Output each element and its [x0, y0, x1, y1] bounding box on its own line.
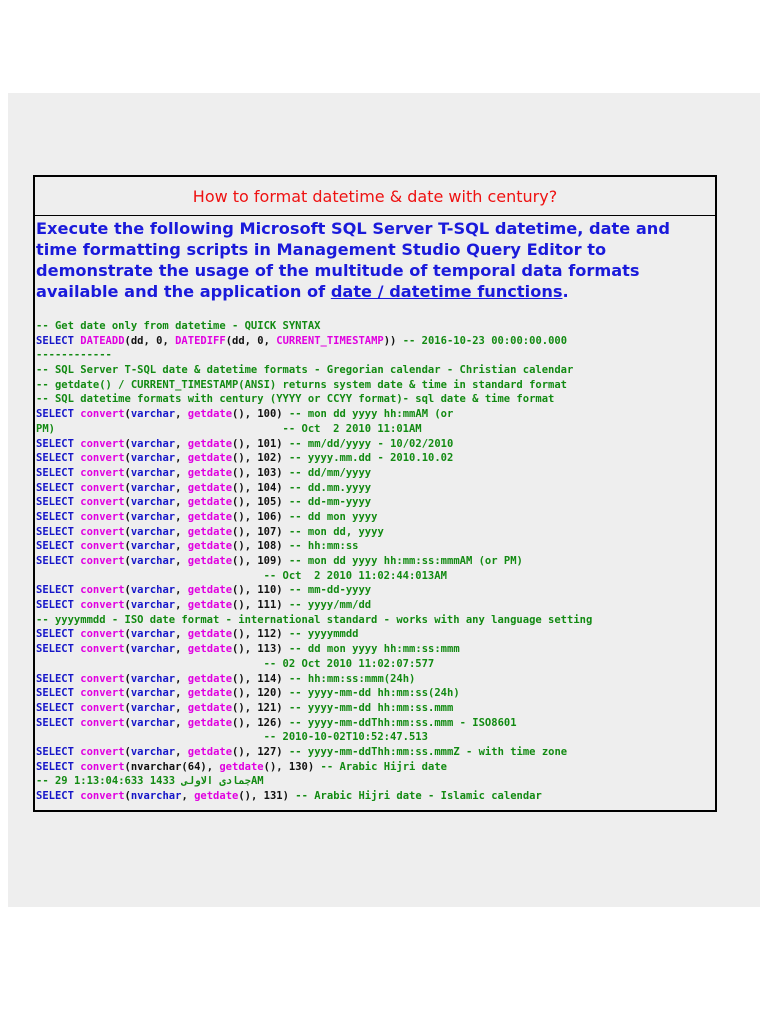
- code-line: [36, 657, 714, 672]
- sql-function: getdate: [187, 540, 233, 553]
- sql-keyword: SELECT: [36, 760, 81, 773]
- sql-keyword: varchar: [130, 745, 176, 758]
- sql-keyword: nvarchar: [130, 790, 182, 802]
- sql-text: (: [124, 555, 131, 567]
- sql-function: convert: [80, 643, 125, 656]
- sql-comment: -- 29 جمادى الاولى 1433 1:13:04:633AM: [36, 775, 264, 788]
- sql-function: convert: [80, 745, 125, 758]
- sql-keyword: SELECT: [36, 790, 81, 802]
- sql-keyword: varchar: [130, 510, 176, 523]
- sql-text: (: [124, 408, 131, 421]
- sql-keyword: SELECT: [36, 716, 81, 729]
- sql-keyword: varchar: [130, 599, 176, 612]
- sql-keyword: varchar: [130, 628, 176, 641]
- sql-comment: -- dd/mm/yyyy: [288, 466, 372, 479]
- sql-comment: -- hh:mm:ss:mmm(24h): [288, 672, 416, 685]
- sql-text: (: [124, 584, 131, 597]
- sql-keyword: varchar: [130, 555, 176, 567]
- sql-text: )): [383, 334, 403, 347]
- sql-text: (), 106): [232, 510, 289, 523]
- sql-function: getdate: [187, 687, 233, 700]
- code-line: [36, 495, 714, 510]
- sql-function: getdate: [187, 510, 233, 523]
- sql-text: (: [124, 716, 131, 729]
- sql-function: convert: [80, 496, 125, 509]
- sql-text: (), 109): [232, 555, 289, 567]
- sql-text: (: [124, 745, 131, 758]
- sql-function: convert: [80, 466, 125, 479]
- sql-text: ,: [175, 496, 188, 509]
- sql-function: convert: [80, 584, 125, 597]
- code-line: [36, 701, 714, 716]
- sql-comment: -- mon dd yyyy hh:mmAM (or: [288, 408, 454, 421]
- sql-comment: ------------: [36, 349, 112, 362]
- sql-keyword: varchar: [130, 408, 176, 421]
- sql-keyword: SELECT: [36, 555, 81, 567]
- sql-function: convert: [80, 701, 125, 714]
- intro-text-end: .: [562, 282, 569, 301]
- sql-function: getdate: [187, 701, 233, 714]
- sql-comment: -- dd mon yyyy: [288, 510, 378, 523]
- sql-function: convert: [80, 672, 125, 685]
- sql-keyword: SELECT: [36, 643, 81, 656]
- sql-text: (), 102): [232, 452, 289, 465]
- sql-function: getdate: [187, 555, 233, 567]
- sql-comment: -- 2016-10-23 00:00:00.000: [402, 334, 568, 347]
- code-line: [36, 334, 714, 349]
- sql-keyword: SELECT: [36, 628, 81, 641]
- sql-comment: -- hh:mm:ss: [288, 540, 359, 553]
- sql-text: (: [124, 643, 131, 656]
- sql-text: ,: [175, 408, 188, 421]
- sql-text: (: [124, 525, 131, 538]
- sql-function: getdate: [187, 408, 233, 421]
- code-line: [36, 598, 714, 613]
- sql-comment: -- Arabic Hijri date - Islamic calendar: [295, 790, 542, 802]
- sql-keyword: SELECT: [36, 584, 81, 597]
- sql-text: (dd, 0,: [225, 334, 277, 347]
- sql-text: (: [124, 481, 131, 494]
- sql-comment: -- yyyy-mm-ddThh:mm:ss.mmm - ISO8601: [288, 716, 517, 729]
- sql-function: convert: [80, 790, 125, 802]
- sql-function: convert: [80, 408, 125, 421]
- sql-keyword: varchar: [130, 540, 176, 553]
- code-line: [36, 569, 714, 584]
- sql-function: getdate: [187, 525, 233, 538]
- code-line: [36, 627, 714, 642]
- sql-text: (), 113): [232, 643, 289, 656]
- sql-keyword: varchar: [130, 687, 176, 700]
- sql-function: getdate: [194, 790, 239, 802]
- code-line: [36, 774, 714, 789]
- sql-keyword: varchar: [130, 525, 176, 538]
- sql-function: CURRENT_TIMESTAMP: [276, 334, 384, 347]
- sql-function: convert: [80, 525, 125, 538]
- sql-text: ,: [175, 584, 188, 597]
- sql-text: (: [124, 628, 131, 641]
- sql-text: ,: [175, 672, 188, 685]
- sql-text: (: [124, 701, 131, 714]
- sql-text: (), 120): [232, 687, 289, 700]
- sql-function: convert: [80, 555, 125, 567]
- code-line: [36, 422, 714, 437]
- sql-text: ,: [181, 790, 195, 802]
- sql-text: ,: [175, 701, 188, 714]
- sql-function: convert: [80, 628, 125, 641]
- sql-function: convert: [80, 481, 125, 494]
- code-line: [36, 348, 714, 363]
- code-line: [36, 613, 714, 628]
- code-line: [36, 481, 714, 496]
- code-line: [36, 451, 714, 466]
- sql-comment: -- yyyymmdd: [288, 628, 359, 641]
- sql-comment: -- mon dd yyyy hh:mm:ss:mmmAM (or PM): [288, 555, 523, 567]
- sql-comment: -- yyyy-mm-dd hh:mm:ss.mmm: [288, 701, 454, 714]
- sql-comment: -- Oct 2 2010 11:02:44:013AM: [36, 569, 447, 582]
- code-line: [36, 583, 714, 598]
- sql-text: ,: [175, 687, 188, 700]
- sql-function: convert: [80, 452, 125, 465]
- sql-text: (), 112): [232, 628, 289, 641]
- sql-comment: -- Get date only from datetime - QUICK SYNTAX: [36, 320, 321, 332]
- code-line: [36, 554, 714, 569]
- sql-text: (), 100): [232, 408, 289, 421]
- sql-function: convert: [80, 510, 125, 523]
- sql-text: (: [124, 599, 131, 612]
- sql-text: (), 108): [232, 540, 289, 553]
- sql-function: getdate: [187, 452, 233, 465]
- sql-keyword: SELECT: [36, 510, 81, 523]
- code-line: [36, 716, 714, 731]
- sql-text: ,: [175, 643, 188, 656]
- sql-keyword: varchar: [130, 437, 176, 450]
- code-line: [36, 730, 714, 745]
- code-line: [36, 437, 714, 452]
- sql-text: (), 114): [232, 672, 289, 685]
- sql-comment: -- Arabic Hijri date: [320, 760, 447, 773]
- sql-comment: -- 02 Oct 2010 11:02:07:577: [36, 657, 435, 670]
- sql-comment: -- yyyymmdd - ISO date format - international standard - works with any language setting: [36, 613, 593, 626]
- sql-comment: -- dd-mm-yyyy: [288, 496, 372, 509]
- sql-function: DATEADD: [80, 334, 125, 347]
- code-line: [36, 407, 714, 422]
- sql-text: ,: [175, 452, 188, 465]
- sql-text: (dd, 0,: [124, 334, 176, 347]
- sql-text: ,: [175, 716, 188, 729]
- sql-text: (), 105): [232, 496, 289, 509]
- code-line: [36, 760, 714, 775]
- sql-keyword: SELECT: [36, 466, 81, 479]
- code-line: [36, 745, 714, 760]
- sql-keyword: SELECT: [36, 334, 81, 347]
- sql-function: convert: [80, 599, 125, 612]
- sql-keyword: SELECT: [36, 687, 81, 700]
- sql-function: getdate: [187, 716, 233, 729]
- sql-comment: -- mm-dd-yyyy: [288, 584, 372, 597]
- sql-comment: -- yyyy.mm.dd - 2010.10.02: [288, 452, 454, 465]
- code-line: [36, 539, 714, 554]
- sql-text: (), 121): [232, 701, 289, 714]
- sql-text: (), 110): [232, 584, 289, 597]
- sql-comment: -- dd.mm.yyyy: [288, 481, 372, 494]
- sql-text: (), 126): [232, 716, 289, 729]
- sql-comment: -- dd mon yyyy hh:mm:ss:mmm: [288, 643, 460, 656]
- sql-keyword: SELECT: [36, 525, 81, 538]
- page-title: How to format datetime & date with century?: [35, 177, 715, 216]
- sql-keyword: varchar: [130, 481, 176, 494]
- sql-keyword: SELECT: [36, 496, 81, 509]
- sql-comment: -- mm/dd/yyyy - 10/02/2010: [288, 437, 454, 450]
- sql-keyword: SELECT: [36, 408, 81, 421]
- sql-function: convert: [80, 687, 125, 700]
- sql-function: getdate: [187, 599, 233, 612]
- sql-function: getdate: [187, 628, 233, 641]
- sql-text: ,: [175, 540, 188, 553]
- sql-code-block: [36, 319, 714, 804]
- sql-text: (), 111): [232, 599, 289, 612]
- sql-text: ,: [175, 466, 188, 479]
- sql-function: getdate: [187, 643, 233, 656]
- sql-keyword: varchar: [130, 701, 176, 714]
- date-functions-link[interactable]: date / datetime functions: [330, 282, 563, 301]
- sql-keyword: varchar: [130, 716, 176, 729]
- sql-text: (nvarchar(64),: [124, 760, 220, 773]
- sql-function: convert: [80, 716, 125, 729]
- sql-text: (: [124, 672, 131, 685]
- code-line: [36, 319, 714, 334]
- sql-text: (), 107): [232, 525, 289, 538]
- sql-text: (: [124, 687, 131, 700]
- sql-text: (), 104): [232, 481, 289, 494]
- sql-text: ,: [175, 555, 188, 567]
- sql-keyword: varchar: [130, 466, 176, 479]
- sql-text: ,: [175, 599, 188, 612]
- sql-keyword: SELECT: [36, 481, 81, 494]
- sql-comment: -- getdate() / CURRENT_TIMESTAMP(ANSI) returns system date & time in standard format: [36, 378, 568, 391]
- sql-keyword: SELECT: [36, 452, 81, 465]
- sql-function: convert: [80, 437, 125, 450]
- sql-comment: -- SQL Server T-SQL date & datetime formats - Gregorian calendar - Christian calendar: [36, 364, 574, 377]
- sql-keyword: SELECT: [36, 701, 81, 714]
- code-line: [36, 392, 714, 407]
- sql-text: (: [124, 496, 131, 509]
- sql-function: convert: [80, 540, 125, 553]
- sql-comment: -- mon dd, yyyy: [288, 525, 384, 538]
- code-line: [36, 686, 714, 701]
- sql-function: getdate: [219, 760, 264, 773]
- sql-function: getdate: [187, 466, 233, 479]
- sql-text: ,: [175, 510, 188, 523]
- sql-keyword: varchar: [130, 672, 176, 685]
- code-line: [36, 378, 714, 393]
- sql-text: (: [124, 452, 131, 465]
- sql-text: ,: [175, 481, 188, 494]
- intro-text: Execute the following Microsoft SQL Server T-SQL datetime, date and time formatting scripts in Management Studio Query Editor to demonstrate the usage of the multitude of temporal data formats available and the application of: [36, 219, 670, 301]
- code-line: [36, 525, 714, 540]
- code-line: [36, 789, 714, 804]
- sql-comment: -- yyyy/mm/dd: [288, 599, 372, 612]
- sql-text: (), 130): [263, 760, 321, 773]
- sql-text: (), 103): [232, 466, 289, 479]
- sql-function: DATEDIFF: [175, 334, 226, 347]
- sql-text: (), 101): [232, 437, 289, 450]
- sql-text: (: [124, 437, 131, 450]
- sql-keyword: varchar: [130, 452, 176, 465]
- sql-keyword: SELECT: [36, 599, 81, 612]
- sql-keyword: SELECT: [36, 540, 81, 553]
- sql-keyword: varchar: [130, 643, 176, 656]
- sql-comment: PM) -- Oct 2 2010 11:01AM: [36, 422, 422, 435]
- sql-keyword: varchar: [130, 496, 176, 509]
- sql-text: (), 131): [238, 790, 296, 802]
- sql-keyword: SELECT: [36, 672, 81, 685]
- code-line: [36, 510, 714, 525]
- sql-text: ,: [175, 745, 188, 758]
- code-line: [36, 363, 714, 378]
- sql-comment: -- 2010-10-02T10:52:47.513: [36, 731, 428, 744]
- sql-function: getdate: [187, 496, 233, 509]
- sql-function: getdate: [187, 481, 233, 494]
- sql-keyword: SELECT: [36, 745, 81, 758]
- sql-comment: -- yyyy-mm-ddThh:mm:ss.mmmZ - with time zone: [288, 745, 568, 758]
- code-line: [36, 672, 714, 687]
- sql-text: ,: [175, 628, 188, 641]
- sql-function: getdate: [187, 584, 233, 597]
- article-table: [33, 175, 717, 812]
- sql-text: (: [124, 790, 131, 802]
- sql-comment: -- SQL datetime formats with century (YYYY or CCYY format)- sql date & time format: [36, 393, 555, 406]
- sql-comment: -- yyyy-mm-dd hh:mm:ss(24h): [288, 687, 460, 700]
- sql-text: (), 127): [232, 745, 289, 758]
- sql-function: getdate: [187, 437, 233, 450]
- sql-function: convert: [80, 760, 125, 773]
- sql-text: (: [124, 466, 131, 479]
- code-line: [36, 642, 714, 657]
- sql-function: getdate: [187, 672, 233, 685]
- sql-text: ,: [175, 437, 188, 450]
- sql-function: getdate: [187, 745, 233, 758]
- sql-text: ,: [175, 525, 188, 538]
- sql-text: (: [124, 540, 131, 553]
- sql-keyword: varchar: [130, 584, 176, 597]
- intro-paragraph: [35, 218, 715, 302]
- sql-text: (: [124, 510, 131, 523]
- sql-keyword: SELECT: [36, 437, 81, 450]
- code-line: [36, 466, 714, 481]
